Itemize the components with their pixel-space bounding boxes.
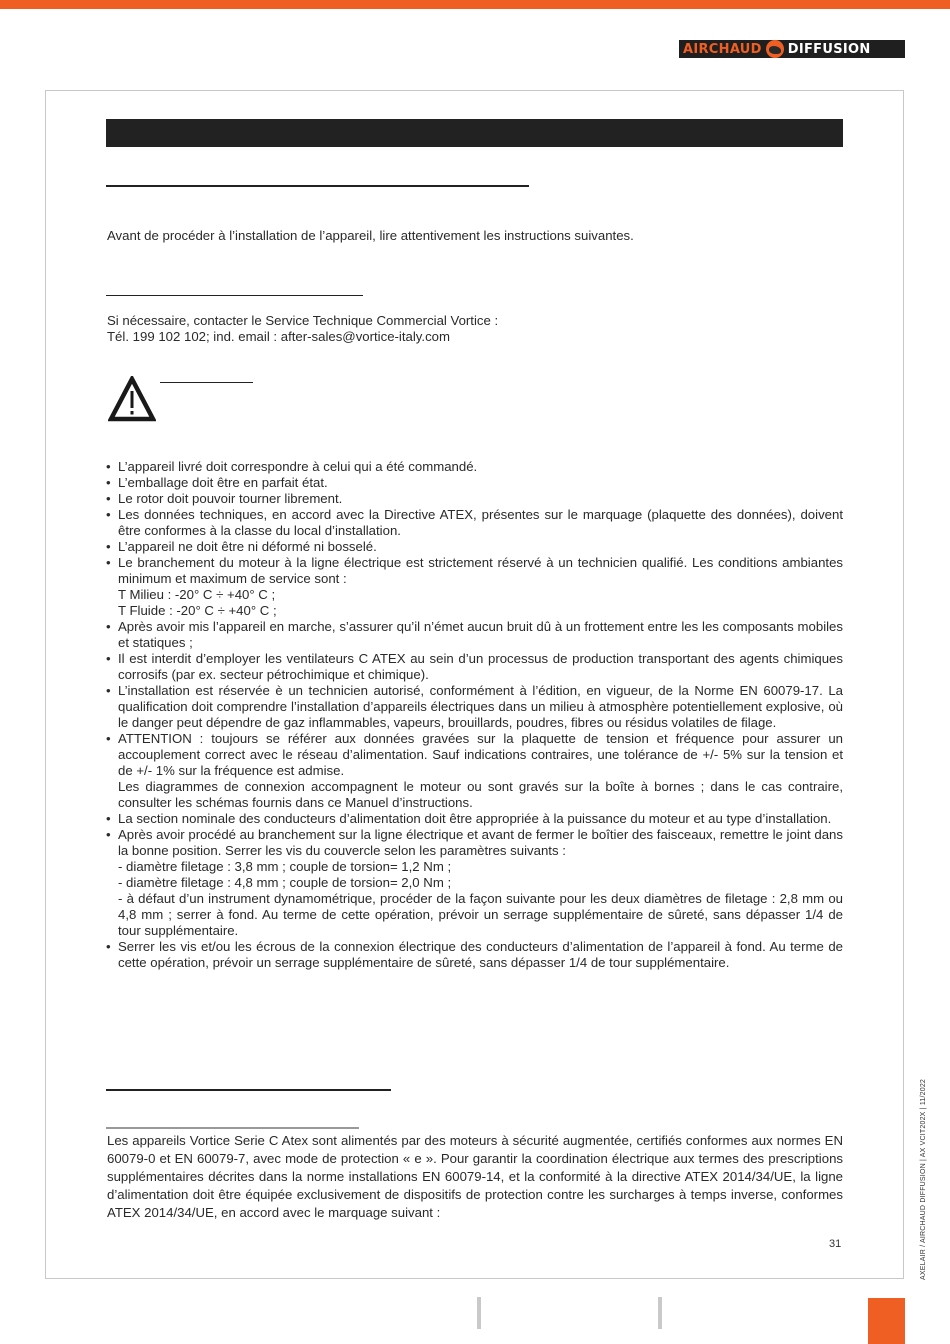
top-accent-bar	[0, 0, 950, 9]
checklist-item: • L’appareil ne doit être ni déformé ni bosselé.	[106, 539, 843, 555]
contact-line-2: Tél. 199 102 102; ind. email : after-sales@vortice-italy.com	[107, 329, 450, 344]
subheading-rule	[106, 295, 363, 296]
document-reference: AXELAIR / AIRCHAUD DIFFUSION | AX VCIT202X | 11/2022	[920, 1078, 927, 1280]
checklist-item: • Les données techniques, en accord avec la Directive ATEX, présentes sur le marquage (plaquette des données), doivent être conformes à la classe du local d’installation.	[106, 507, 843, 539]
footer-tick-mark	[658, 1297, 662, 1329]
heading-rule	[106, 185, 529, 187]
checklist-item: • ATTENTION : toujours se référer aux données gravées sur la plaquette de tension et fréquence pour assurer un accouplement correct avec le réseau d’alimentation. Sauf indications contraires, une tolérance de +/- 5% sur la tension et de +/- 1% sur la fréquence est admise. Les diagrammes de connexion accompagnent le moteur ou sont gravés sur la boîte à bornes ; dans le cas contraire, consulter les schémas fournis dans ce Manuel d’instructions.	[106, 731, 843, 811]
contact-block	[107, 313, 844, 345]
section-title-bar	[106, 119, 843, 147]
checklist-item: • L’installation est réservée è un technicien autorisé, conformément à l’édition, en vigueur, de la Norme EN 60079-17. La qualification doit comprendre l’installation d’appareils électriques dans un milieu à atmosphère potentiellement explosive, où le danger peut dépendre de gaz inflammables, vapeurs, brouillards, poudres, fibres ou résidus volatiles de filage.	[106, 683, 843, 731]
checklist-item: • Après avoir mis l’appareil en marche, s’assurer qu’il n’émet aucun bruit dû à un frottement entre les les composants mobiles et statiques ;	[106, 619, 843, 651]
temperature-fluide: T Fluide : -20° C ÷ +40° C ;	[118, 603, 277, 618]
installation-checklist	[106, 459, 843, 971]
brand-logo	[679, 40, 905, 58]
brand-name-part2: DIFFUSION	[787, 41, 871, 57]
brand-name-part1: AIRCHAUD	[683, 41, 762, 57]
warning-triangle-icon	[108, 376, 156, 422]
checklist-item: • Serrer les vis et/ou les écrous de la connexion électrique des conducteurs d’alimentation de l’appareil à fond. Au terme de cette opération, prévoir un serrage supplémentaire de sûreté, sans dépasser 1/4 de tour supplémentaire.	[106, 939, 843, 971]
torque-spec-2: - diamètre filetage : 4,8 mm ; couple de torsion= 2,0 Nm ;	[118, 875, 452, 890]
electrical-protection-paragraph: Les appareils Vortice Serie C Atex sont alimentés par des moteurs à sécurité augmentée, certifiés conformes aux normes EN 60079-0 et EN 60079-7, avec mode de protection « e ». Pour garantir la coordination électrique aux termes des prescriptions supplémentaires décrites dans la norme installations EN 60079-14, et la conformité à la directive ATEX 2014/34/UE, la ligne d’alimentation doit être équipée exclusivement de dispositifs de protection contre les surcharges à temps inverse, conformes ATEX 2014/34/UE, en accord avec le marquage suivant :	[107, 1133, 843, 1220]
checklist-item: • Le branchement du moteur à la ligne électrique est strictement réservé à un technicien qualifié. Les conditions ambiantes minimum et maximum de service sont : T Milieu : -20° C ÷ +40° C ; T Fluide : -20° C ÷ +40° C ;	[106, 555, 843, 619]
footer-tick-mark	[477, 1297, 481, 1329]
checklist-item: • L’appareil livré doit correspondre à celui qui a été commandé.	[106, 459, 843, 475]
intro-paragraph: Avant de procéder à l’installation de l’appareil, lire attentivement les instructions suivantes.	[107, 228, 634, 243]
page-number: 31	[829, 1238, 842, 1250]
temperature-milieu: T Milieu : -20° C ÷ +40° C ;	[118, 587, 276, 602]
checklist-item: • La section nominale des conducteurs d’alimentation doit être appropriée à la puissance du moteur et au type d’installation.	[106, 811, 843, 827]
torque-spec-1: - diamètre filetage : 3,8 mm ; couple de torsion= 1,2 Nm ;	[118, 859, 452, 874]
subsection-rule	[106, 1127, 359, 1129]
torque-spec-3: - à défaut d’un instrument dynamométrique, procéder de la façon suivante pour les deux diamètres de filetage : 2,8 mm ou 4,8 mm ; serrer à fond. Au terme de cette opération, prévoir un serrage supplémentaire de sûreté, sans dépasser 1/4 de tour supplémentaire.	[118, 891, 843, 938]
connection-diagrams-note: Les diagrammes de connexion accompagnent le moteur ou sont gravés sur la boîte à bornes ; dans le cas contraire, consulter les schémas fournis dans ce Manuel d’instructions.	[118, 779, 843, 810]
checklist-item: • L’emballage doit être en parfait état.	[106, 475, 843, 491]
checklist-item: • Le rotor doit pouvoir tourner librement.	[106, 491, 843, 507]
section-rule	[106, 1089, 391, 1091]
footer-accent-square	[868, 1298, 905, 1344]
brand-emblem-icon	[766, 40, 784, 58]
checklist-item: • Après avoir procédé au branchement sur la ligne électrique et avant de fermer le boîtier des faisceaux, remettre le joint dans la bonne position. Serrer les vis du couvercle selon les paramètres suivants : - diamètre filetage : 3,8 mm ; couple de torsion= 1,2 Nm ; - diamètre filetage : 4,8 mm ; couple de torsion= 2,0 Nm ; - à défaut d’un instrument dynamométrique, procéder de la façon suivante pour les deux diamètres de filetage : 2,8 mm ou 4,8 mm ; serrer à fond. Au terme de cette opération, prévoir un serrage supplémentaire de sûreté, sans dépasser 1/4 de tour supplémentaire.	[106, 827, 843, 939]
warning-heading-rule	[160, 382, 253, 383]
contact-line-1: Si nécessaire, contacter le Service Technique Commercial Vortice :	[107, 313, 499, 328]
checklist-item: • Il est interdit d’employer les ventilateurs C ATEX au sein d’un processus de production transportant des agents chimiques corrosifs (par ex. secteur pétrochimique et chimique).	[106, 651, 843, 683]
